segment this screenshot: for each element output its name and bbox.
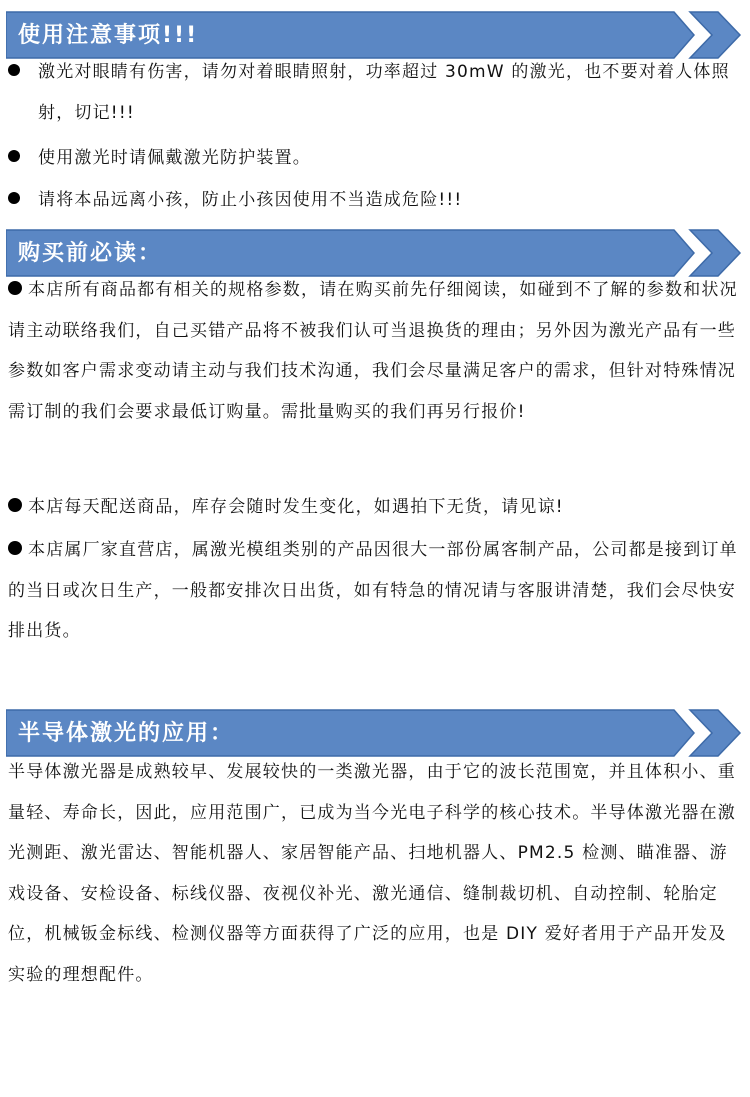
bullet-icon	[8, 498, 22, 512]
list-item	[8, 530, 743, 652]
list-item-text: 本店所有商品都有相关的规格参数，请在购买前先仔细阅读，如碰到不了解的参数和状况请主动联络我们，自己买错产品将不被我们认可当退换货的理由；另外因为激光产品有一些参数如客户需求变动请主动与我们技术沟通，我们会尽量满足客户的需求，但针对特殊情况需订制的我们会要求最低订购量。需批量购买的我们再另行报价!	[8, 280, 738, 422]
section-banner-applications	[6, 708, 742, 758]
list-item	[8, 52, 743, 133]
bullet-icon	[8, 192, 20, 204]
bullet-icon	[8, 281, 22, 295]
list-item-text: 本店每天配送商品，库存会随时发生变化，如遇拍下无货，请见谅!	[28, 497, 564, 517]
section-body-text: 半导体激光器是成熟较早、发展较快的一类激光器，由于它的波长范围宽，并且体积小、重量轻、寿命长，因此，应用范围广，已成为当今光电子科学的核心技术。半导体激光器在激光测距、激光雷达、智能机器人、家居智能产品、扫地机器人、PM2.5 检测、瞄准器、游戏设备、安检设备、标线仪器、夜视仪补光、激光通信、缝制裁切机、自动控制、轮胎定位，机械钣金标线、检测仪器等方面获得了广泛的应用，也是 DIY 爱好者用于产品开发及实验的理想配件。	[8, 762, 736, 985]
bullet-icon	[8, 150, 20, 162]
bullet-icon	[8, 541, 22, 555]
section-title: 半导体激光的应用：	[18, 721, 235, 746]
list-item-text: 请将本品远离小孩，防止小孩因使用不当造成危险!!!	[38, 190, 463, 210]
list-item	[8, 138, 743, 179]
list-item	[8, 487, 743, 528]
bullet-icon	[8, 64, 20, 76]
list-item	[8, 270, 743, 432]
list-item-text: 本店属厂家直营店，属激光模组类别的产品因很大一部份属客制产品，公司都是接到订单的当日或次日生产，一般都安排次日出货，如有特急的情况请与客服讲清楚，我们会尽快安排出货。	[8, 540, 738, 641]
list-item	[8, 180, 743, 221]
section-title: 购买前必读：	[18, 241, 163, 266]
list-item-text: 激光对眼睛有伤害，请勿对着眼睛照射，功率超过 30mW 的激光，也不要对着人体照射，切记!!!	[38, 62, 730, 123]
list-item-text: 使用激光时请佩戴激光防护装置。	[38, 148, 311, 168]
section-title: 使用注意事项!!!	[18, 23, 199, 48]
